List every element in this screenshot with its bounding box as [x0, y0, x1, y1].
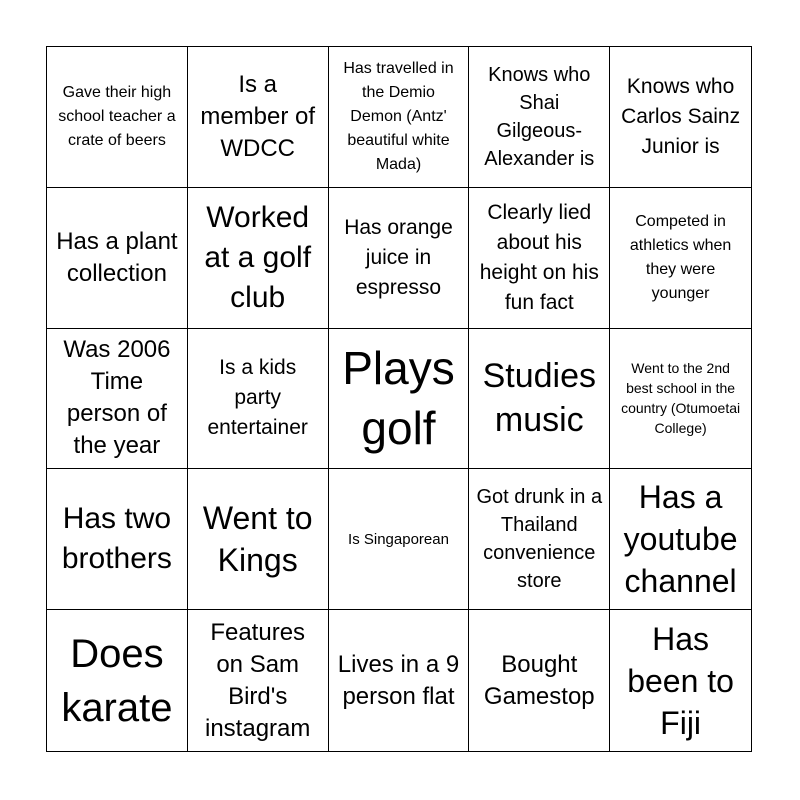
bingo-cell-r2c1[interactable]: Has a plant collection	[47, 188, 188, 329]
bingo-cell-r2c2[interactable]: Worked at a golf club	[188, 188, 329, 329]
bingo-cell-r5c1[interactable]: Does karate	[47, 610, 188, 751]
bingo-cell-r3c4[interactable]: Studies music	[469, 329, 610, 470]
bingo-cell-r4c1[interactable]: Has two brothers	[47, 469, 188, 610]
bingo-cell-r2c5[interactable]: Competed in athletics when they were younger	[610, 188, 751, 329]
bingo-cell-r3c3[interactable]: Plays golf	[329, 329, 470, 470]
bingo-cell-r4c2[interactable]: Went to Kings	[188, 469, 329, 610]
bingo-cell-r3c5[interactable]: Went to the 2nd best school in the country (Otumoetai College)	[610, 329, 751, 470]
bingo-cell-r4c4[interactable]: Got drunk in a Thailand convenience store	[469, 469, 610, 610]
bingo-cell-r1c3[interactable]: Has travelled in the Demio Demon (Antz' beautiful white Mada)	[329, 47, 470, 188]
bingo-cell-r4c5[interactable]: Has a youtube channel	[610, 469, 751, 610]
bingo-board	[46, 46, 752, 752]
bingo-cell-r4c3[interactable]: Is Singaporean	[329, 469, 470, 610]
bingo-cell-r3c2[interactable]: Is a kids party entertainer	[188, 329, 329, 470]
bingo-cell-r1c2[interactable]: Is a member of WDCC	[188, 47, 329, 188]
bingo-cell-r1c5[interactable]: Knows who Carlos Sainz Junior is	[610, 47, 751, 188]
bingo-cell-r5c5[interactable]: Has been to Fiji	[627, 620, 734, 741]
bingo-cell-r2c4[interactable]: Clearly lied about his height on his fun fact	[469, 188, 610, 329]
bingo-cell-r1c4[interactable]: Knows who Shai Gilgeous-Alexander is	[469, 47, 610, 188]
bingo-cell-r5c3[interactable]: Lives in a 9 person flat	[329, 610, 470, 751]
bingo-cell-r5c2[interactable]: Features on Sam Bird's instagram	[188, 610, 329, 751]
bingo-cell-r1c1[interactable]: Gave their high school teacher a crate of beers	[47, 47, 188, 188]
bingo-cell-r5c4[interactable]: Bought Gamestop	[469, 610, 610, 751]
bingo-cell-r3c1[interactable]: Was 2006 Time person of the year	[47, 329, 188, 470]
bingo-cell-r2c3[interactable]: Has orange juice in espresso	[329, 188, 470, 329]
